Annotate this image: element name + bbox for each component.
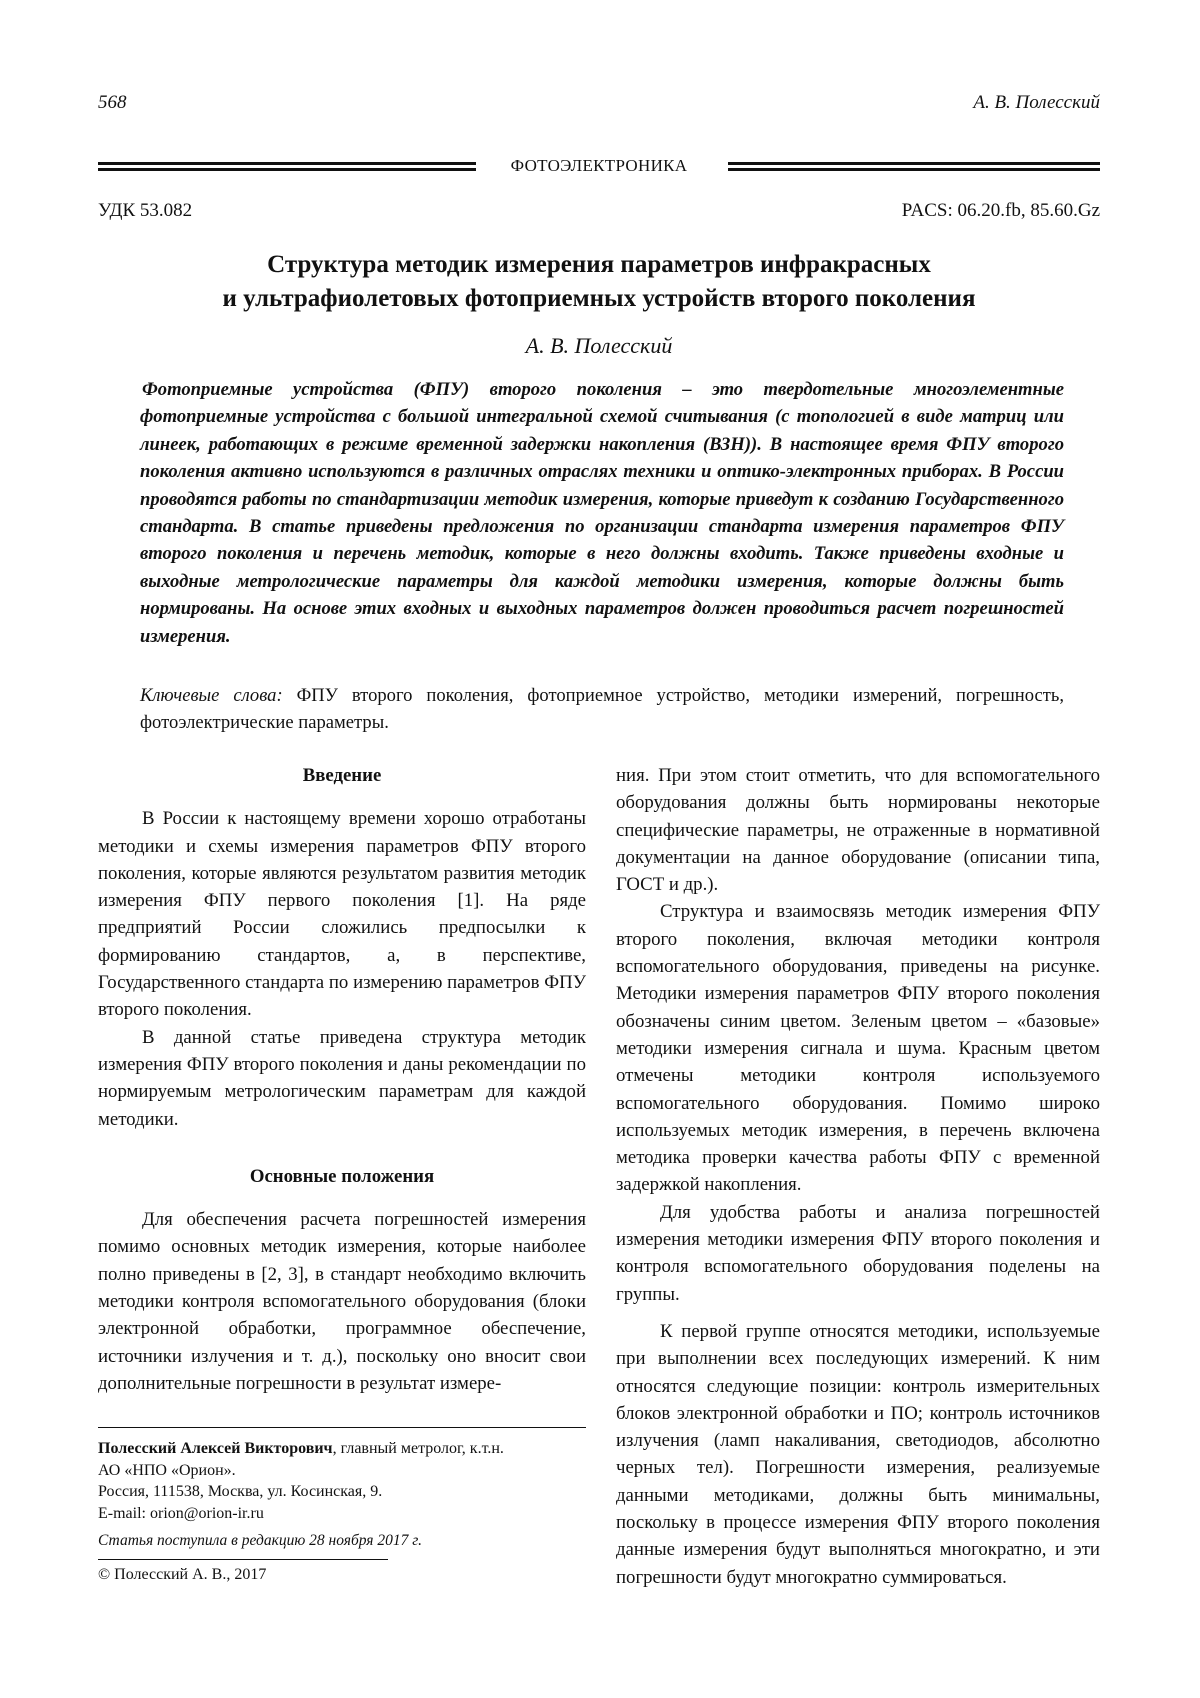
article-author: А. В. Полесский: [525, 333, 673, 358]
received-date: Статья поступила в редакцию 28 ноября 2017 г.: [98, 1532, 422, 1549]
intro-paragraph-2: В данной статье приведена структура методик измерения ФПУ второго поколения и даны рекомендации по нормируемым метрологическим параметрам для каждой методики.: [98, 1026, 586, 1130]
left-column: [98, 762, 586, 1397]
footnote-address: Россия, 111538, Москва, ул. Косинская, 9.: [98, 1483, 383, 1500]
footnote-divider: [98, 1427, 586, 1428]
copyright: © Полесский А. В., 2017: [98, 1566, 267, 1583]
author-footnote: [98, 1438, 586, 1524]
main-heading: Основные положения: [249, 1165, 435, 1187]
title-line-2: и ультрафиолетовых фотоприемных устройств второго поколения: [222, 285, 976, 312]
footnote-author-position: , главный метролог, к.т.н.: [332, 1440, 504, 1457]
pacs-code: PACS: 06.20.fb, 85.60.Gz: [901, 200, 1100, 221]
footnote-organization: АО «НПО «Орион».: [98, 1461, 236, 1479]
right-paragraph-1: Структура и взаимосвязь методик измерения ФПУ второго поколения, включая методики контроля вспомогательного оборудования, приведены на рисунке. Методики измерения параметров ФПУ второго поколения обозначены синим цветом. Зеленым цветом – «базовые» методики измерения сигнала и шума. Красным цветом отмечены методики контроля используемого вспомогательного оборудования. Помимо широко используемых методик измерения, в перечень включена методика проверки качества работы ФПУ с временной задержкой накопления.: [616, 901, 1100, 1196]
copyright-divider: [98, 1559, 388, 1560]
right-paragraph-3: К первой группе относятся методики, используемые при выполнении всех последующих измерений. К ним относятся следующие позиции: контроль измерительных блоков электронной обработки и ПО; контроль источников излучения (ламп накаливания, светодиодов, абсолютно черных тел). Погрешности измерения, реализуемые данными методиками, должны быть минимальны, поскольку в процессе измерения ФПУ второго поколения данные измерения будут выполняться многократно, и эти погрешности будут многократно суммироваться.: [616, 1320, 1100, 1588]
article-title: [98, 248, 1100, 316]
udk-code: УДК 53.082: [98, 200, 193, 221]
right-paragraph-2: Для удобства работы и анализа погрешностей измерения методики измерения ФПУ второго поколения и контроля вспомогательного оборудования поделены на группы.: [616, 1201, 1100, 1305]
keywords: [140, 682, 1064, 736]
abstract: Фотоприемные устройства (ФПУ) второго поколения – это твердотельные многоэлементные фотоприемные устройства с большой интегральной схемой считывания (с топологией в виде матриц или линеек, работающих в режиме временной задержки накопления (ВЗН)). В настоящее время ФПУ второго поколения активно используются в различных отраслях техники и оптико-электронных приборах. В России проводятся работы по стандартизации методик измерения, которые приведут к созданию Государственного стандарта. В статье приведены предложения по организации стандарта измерения параметров ФПУ второго поколения и перечень методик, которые в него должны входить. Также приведены входные и выходные метрологические параметры для каждой методики измерения, которые должны быть нормированы. На основе этих входных и выходных параметров должен проводиться расчет погрешностей измерения.: [140, 379, 1064, 647]
footnote-author-line: [98, 1438, 586, 1460]
footnote-author-name: Полесский Алексей Викторович: [98, 1440, 333, 1457]
banner-rule-right: [728, 162, 1100, 171]
section-title: ФОТОЭЛЕКТРОНИКА: [510, 156, 688, 175]
title-line-1: Структура методик измерения параметров инфракрасных: [267, 251, 931, 278]
keywords-text: ФПУ второго поколения, фотоприемное устройство, методики измерений, погрешность, фотоэлектрические параметры.: [140, 685, 1064, 733]
page-number: 568: [98, 92, 127, 113]
section-banner: [98, 156, 1100, 180]
intro-paragraph-1: В России к настоящему времени хорошо отработаны методики и схемы измерения параметров ФПУ второго поколения, которые являются результатом развития методик измерения ФПУ первого поколения [1]. На ряде предприятий России сложились предпосылки к формированию стандартов, а, в перспективе, Государственного стандарта по измерению параметров ФПУ второго поколения.: [98, 808, 586, 1021]
footnote-email: E-mail: orion@orion-ir.ru: [98, 1504, 264, 1522]
running-author: А. В. Полесский: [973, 92, 1100, 113]
right-paragraph-continued: ния. При этом стоит отметить, что для вспомогательного оборудования должны быть нормированы некоторые специфические параметры, не отраженные в нормативной документации на данное оборудование (описании типа, ГОСТ и др.).: [616, 765, 1100, 896]
keywords-label: Ключевые слова:: [140, 685, 283, 706]
right-column: [616, 762, 1100, 1591]
main-paragraph-1: Для обеспечения расчета погрешностей измерения помимо основных методик измерения, которые наиболее полно приведены в [2, 3], в стандарт необходимо включить методики контроля вспомогательного оборудования (блоки электронной обработки, программное обеспечение, источники излучения и т. д.), поскольку оно вносит свои дополнительные погрешности в результат измере-: [98, 1209, 586, 1394]
intro-heading: Введение: [302, 765, 382, 786]
